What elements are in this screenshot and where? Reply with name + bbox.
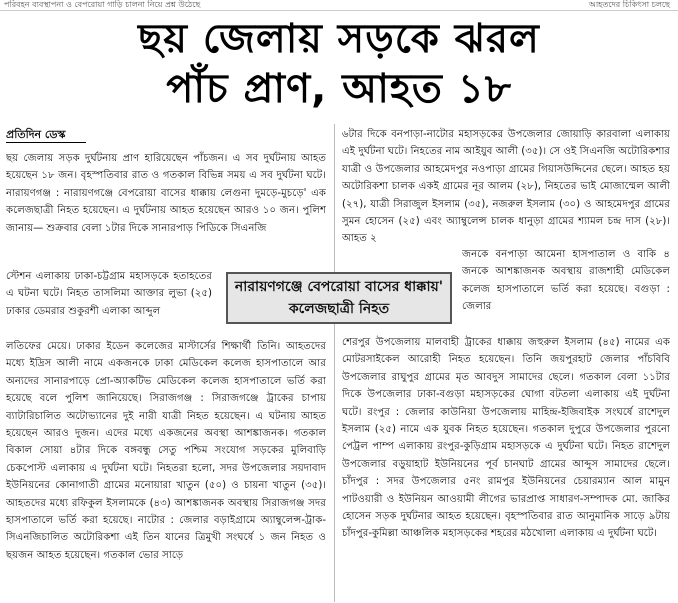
headline-line-1: ছয় জেলায় সড়কে ঝরল [138,16,540,62]
column-divider [334,124,335,602]
article-text: লতিফের মেয়ে। ঢাকার ইডেন কলেজের মাস্টার্সের শিক্ষার্থী তিনি। আহতদের মধ্যে ইদ্রিস আলী নামে একজনকে ঢাকা মেডিকেল কলেজ হাসপাতালে আর অন্যদের সানারপাড়ে প্রো-অ্যাকটিভ মেডিকেল কলেজ হাসপাতালে ভর্তি করা হয়েছে বলে পুলিশ জানিয়েছে। সিরাজগঞ্জ : সিরাজগঞ্জে ট্রাকের চাপায় ব্যাটারিচালিত অটোভ্যানের দুই নারী যাত্রী নিহত হয়েছেন। এ ঘটনায় আহত হয়েছেন আরও দুজন। এদের মধ্যে একজনের অবস্থা আশঙ্কাজনক। গতকাল বিকাল সোয়া ৪টার দিকে বঙ্গবন্ধু সেতু পশ্চিম সংযোগ সড়কের মুলিবাড়ি চেকপোস্ট এলাকায় এ দুর্ঘটনা ঘটে। নিহতরা হলো, সদর উপজেলার সয়দাবাদ ইউনিয়নের কোনাগাতী গ্রামের মনোয়ারা খাতুন (৫০) ও চায়না খাতুন (৩৫)। আহতদের মধ্যে রফিকুল ইসলামকে (৪৩) আশঙ্কাজনক অবস্থায় সিরাজগঞ্জ সদর হাসপাতালে ভর্তি করা হয়েছে। নাটোর : জেলার বড়াইগ্রামে অ্যাম্বুলেন্স-ট্রাক-সিএনজিচালিত অটোরিকশা এই তিন যানের ত্রিমুখী সংঘর্ষে ১ জন নিহত ও ছয়জন আহত হয়েছেন। গতকাল ভোর সাড়ে [6,341,326,561]
article-text: স্টেশন এলাকায় ঢাকা-চট্টগ্রাম মহাসড়কে হতাহতের এ ঘটনা ঘটে। নিহত তাসলিমা আক্তার লুভা (২৫) ঢাকার ডেমরার শুকুরশী এলাকা আব্দুল [6,271,212,317]
byline-underline [6,142,86,143]
article-column-1-part-2 [6,268,212,338]
top-strip-left: পরিবহন ব্যবস্থাপনা ও বেপরোয়া গাড়ি চালনা নিয়ে প্রশ্ন উঠেছে [4,0,201,9]
article-column-2-part-3 [342,334,670,600]
headline-line-2: পাঁচ প্রাণ, আহত ১৮ [166,66,512,112]
top-strip [0,0,678,11]
article-text: ৬টার দিকে বনপাড়া-নাটোর মহাসড়কের উপজেলার জোয়াড়ি কারবালা এলাকায় এই দুর্ঘটনা ঘটে। নিহতের নাম আইয়ুব আলী (৩৫)। সে ওই সিএনজি অটোরিকশার যাত্রী ও উপজেলার আহমেদপুর নওপাড়া গ্রামের গিয়াসউদ্দিনের ছেলে। আহত হয় অটোরিকশা চালক একই গ্রামের নূর আলম (২৮), নিহতের ভাই মোজাম্মেল আলী (২৭), যাত্রী সিরাজুল ইসলাম (৩৫), নজরুল ইসলাম (৩০) ও আহমেদপুর গ্রামের সুমন হোসেন (২৫) এবং অ্যাম্বুলেন্স চালক ধানুড়া গ্রামের শ্যামল চন্দ্র দাস (২৮)। আহত ২ [342,129,670,245]
article-column-2-part-1 [342,126,670,246]
article-column-2-part-2 [462,246,670,334]
article-text: ছয় জেলায় সড়ক দুর্ঘটনায় প্রাণ হারিয়েছেন পাঁচজন। এ সব দুর্ঘটনায় আহত হয়েছেন ১৮ জন। বৃহস্পতিবার রাত ও গতকাল বিভিন্ন সময় এ সব দুর্ঘটনা ঘটে। নারায়ণগঞ্জ : নারায়ণগঞ্জে বেপরোয়া বাসের ধাক্কায় লেগুনা দুমড়ে-মুচড়ে' এক কলেজছাত্রী নিহত হয়েছেন। এ দুর্ঘটনায় আহত হয়েছেন আরও ১০ জন। পুলিশ জানায়— শুক্রবার বেলা ১টার দিকে সানারপাড় পিডিকে সিএনজি [6,153,326,234]
article-column-1-part-1 [6,150,326,268]
article-text: শেরপুর উপজেলায় মালবাহী ট্রাকের ধাক্কায় জহুরুল ইসলাম (৪৫) নামের এক মোটরসাইকেল আরোহী নিহত হয়েছেন। তিনি জয়পুরহাট জেলার পাঁচবিবি উপজেলার রাঘুপুর গ্রামের মৃত আবদুস সামাদের ছেলে। গতকাল বেলা ১১টার দিকে উপজেলার ঢাকা-বগুড়া মহাসড়কের ঘোগা বটতলা এলাকায় এই দুর্ঘটনা ঘটে। রংপুর : জেলার কাউনিয়া উপজেলায় মাহিন্দ্র-ইজিবাইক সংঘর্ষে রাশেদুল ইসলাম (২৫) নামে এক যুবক নিহত হয়েছেন। গতকাল দুপুরে উপজেলার পুরনো পেট্রল পাম্প এলাকায় রংপুর-কুড়িগ্রাম মহাসড়কে এ দুর্ঘটনা ঘটে। নিহত রাশেদুল উপজেলার বড়ুয়াহাট ইউনিয়নের পূর্ব চানঘাট গ্রামের আব্দুস সামাদের ছেলে। চাঁদপুর : সদর উপজেলার ৫নং রামপুর ইউনিয়নের চেয়ারম্যান আল মামুন পাটওয়ারী ও ইউনিয়ন আওয়ামী লীগের ভারপ্রাপ্ত সাধারণ-সম্পাদক মো. জাকির হোসেন সড়ক দুর্ঘটনার আহত হয়েছেন। বৃহস্পতিবার রাত আনুমানিক সাড়ে ৯টায় চাঁদপুর-কুমিল্লা আঞ্চলিক মহাসড়কের শহরের মঠখোলা এলাকায় এ দুর্ঘটনা ঘটে। [342,337,670,540]
top-strip-right: আহতদের চিকিৎসা চলছে [588,0,670,9]
article-column-1-part-3 [6,338,326,600]
byline: প্রতিদিন ডেস্ক [6,128,66,141]
pull-quote: নারায়ণগঞ্জে বেপরোয়া বাসের ধাক্কায়' কলেজছাত্রী নিহত [226,272,452,324]
article-text: জনকে বনপাড়া আমেনা হাসপাতাল ও বাকি ৪ জনকে আশঙ্কাজনক অবস্থায় রাজশাহী মেডিকেল কলেজ হাসপাতালে ভর্তি করা হয়েছে। বগুড়া : জেলার [462,249,670,313]
